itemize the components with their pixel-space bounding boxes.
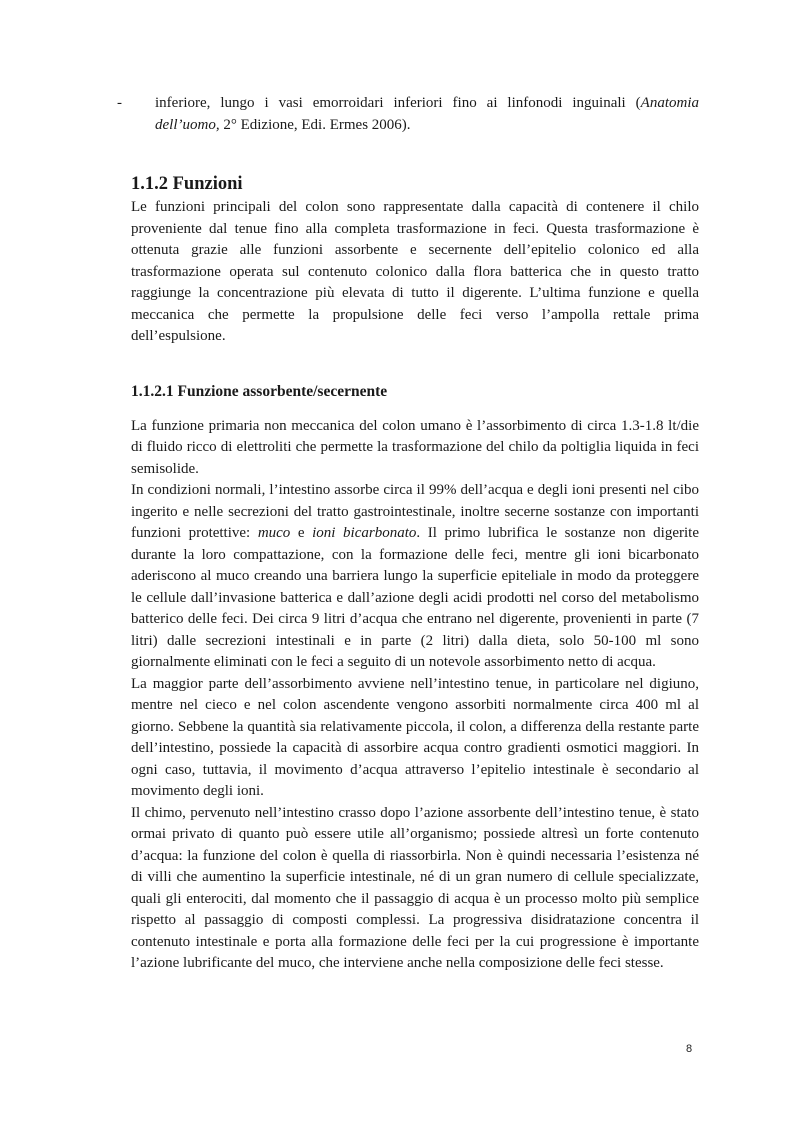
- paragraph-4: Il chimo, pervenuto nell’intestino crasso dopo l’azione assorbente dell’intestino tenue, è stato ormai privato di quanto può essere utile all’organismo; possiede altresì un forte contenuto d’acqua: la funzione del colon è quella di riassorbirla. Non è quindi necessaria l’esistenza né di villi che aumentino la superficie intestinale, né di un gran numero di cellule specializzate, quali gli enterociti, dal momento che il passaggio di acqua è un processo molto più semplice rispetto al passaggio di composti complessi. La progressiva disidratazione concentra il contenuto intestinale e porta alla formazione delle feci per la cui progressione è importante l’azione lubrificante del muco, che interviene anche nella composizione delle feci stesse.: [131, 804, 699, 971]
- list-text-a: inferiore, lungo i vasi emorroidari inferiori fino ai linfonodi inguinali (: [155, 95, 641, 111]
- paragraph-2-italic-muco: muco: [257, 525, 291, 541]
- paragraph-1: La funzione primaria non meccanica del colon umano è l’assorbimento di circa 1.3-1.8 lt/die di fluido ricco di elettroliti che permette la trasformazione del chilo da poltiglia liquida in feci semisolide.: [131, 417, 699, 477]
- page-body: [117, 93, 699, 975]
- section-heading-funzioni: 1.1.2 Funzioni: [131, 174, 243, 194]
- paragraph-2-text-b: e: [290, 525, 313, 541]
- paragraph-funzioni: Le funzioni principali del colon sono rappresentate dalla capacità di contenere il chilo proveniente dal tenue fino alla completa trasformazione in feci. Questa trasformazione è ottenuta grazie alle funzioni assorbente e secernente dell’epitelio colonico ed alla trasformazione operata sul contenuto colonico dalla flora batterica che in questo tratto raggiunge la concentrazione più elevata di tutto il digerente. L’ultima funzione e quella meccanica che permette la propulsione delle feci verso l’ampolla rettale prima dell’espulsione.: [131, 199, 699, 344]
- list-text-b: 2° Edizione, Edi. Ermes 2006).: [219, 116, 411, 133]
- subsection-heading-assorbente: 1.1.2.1 Funzione assorbente/secernente: [131, 382, 388, 400]
- paragraph-2-text-a: In condizioni normali, l’intestino assorbe circa il 99% dell’acqua e degli ioni presenti nel cibo ingerito e nelle secrezioni del tratto gastrointestinale, inoltre secerne sostanze con importanti funzioni protettive:: [131, 482, 699, 541]
- paragraph-2-italic-ioni: ioni bicarbonato: [312, 525, 417, 541]
- list-citation-title: Anatomia dell’uomo,: [155, 95, 699, 133]
- paragraph-2-text-c: . Il primo lubrifica le sostanze non digerite durante la loro compattazione, con la formazione delle feci, mentre gli ioni bicarbonato aderiscono al muco creando una barriera lungo la superficie epiteliale in modo da proteggere le cellule dall’invasione batterica e dall’azione degli acidi prodotti nel corso del metabolismo batterico delle feci. Dei circa 9 litri d’acqua che entrano nel digerente, provenienti in parte (7 litri) dalle secrezioni intestinali e in parte (2 litri) dalla dieta, solo 50-100 ml sono giornalmente eliminati con le feci a seguito di un notevole assorbimento netto di acqua.: [131, 525, 699, 670]
- page-number: 8: [686, 1043, 693, 1055]
- paragraph-2: [131, 480, 699, 674]
- paragraph-3: La maggior parte dell’assorbimento avviene nell’intestino tenue, in particolare nel digiuno, mentre nel cieco e nel colon ascendente vengono assorbiti normalmente circa 400 ml al giorno. Sebbene la quantità sia relativamente piccola, il colon, a differenza della restante parte dell’intestino, possiede la capacità di assorbire acqua contro gradienti osmotici maggiori. In ogni caso, tuttavia, il movimento d’acqua attraverso l’epitelio intestinale è secondario al movimento degli ioni.: [131, 675, 699, 799]
- list-item: [117, 93, 699, 136]
- list-dash: -: [117, 95, 122, 111]
